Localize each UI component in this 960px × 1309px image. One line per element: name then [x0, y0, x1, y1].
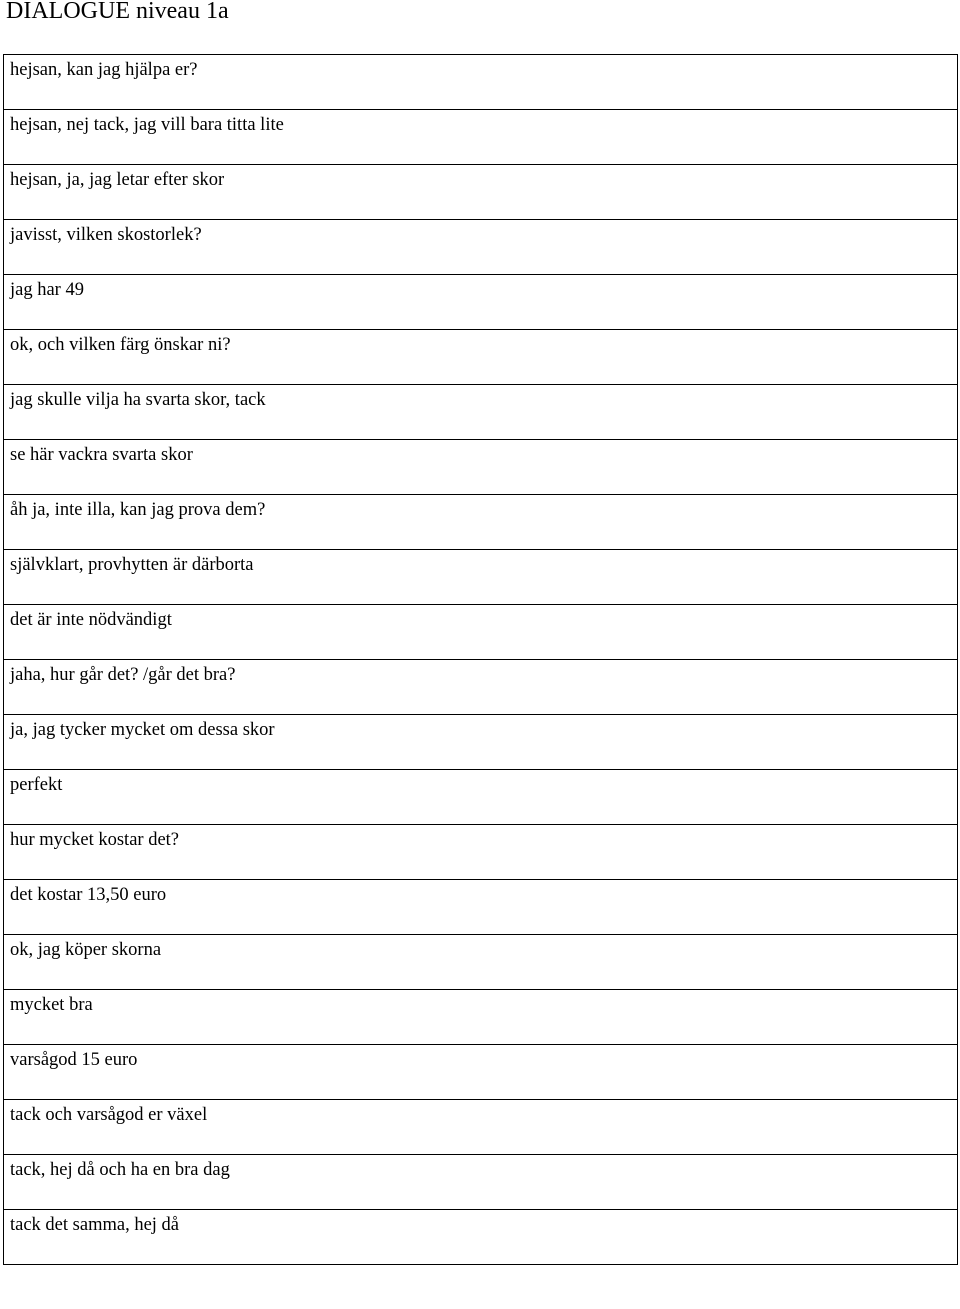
table-row — [4, 825, 958, 880]
dialogue-line: jag skulle vilja ha svarta skor, tack — [4, 385, 958, 440]
table-row — [4, 715, 958, 770]
dialogue-line: tack det samma, hej då — [4, 1210, 958, 1265]
dialogue-line: perfekt — [4, 770, 958, 825]
table-row — [4, 385, 958, 440]
dialogue-line: tack och varsågod er växel — [4, 1100, 958, 1155]
dialogue-line: självklart, provhytten är därborta — [4, 550, 958, 605]
dialogue-line: jag har 49 — [4, 275, 958, 330]
table-row — [4, 935, 958, 990]
table-row — [4, 990, 958, 1045]
dialogue-line: ok, och vilken färg önskar ni? — [4, 330, 958, 385]
table-row — [4, 495, 958, 550]
table-row — [4, 770, 958, 825]
dialogue-line: ok, jag köper skorna — [4, 935, 958, 990]
dialogue-line: det är inte nödvändigt — [4, 605, 958, 660]
table-row — [4, 1155, 958, 1210]
table-row — [4, 660, 958, 715]
dialogue-line: jaha, hur går det? /går det bra? — [4, 660, 958, 715]
dialogue-line: hejsan, ja, jag letar efter skor — [4, 165, 958, 220]
table-row — [4, 1045, 958, 1100]
dialogue-line: ja, jag tycker mycket om dessa skor — [4, 715, 958, 770]
table-row — [4, 330, 958, 385]
dialogue-line: tack, hej då och ha en bra dag — [4, 1155, 958, 1210]
dialogue-line: mycket bra — [4, 990, 958, 1045]
dialogue-line: se här vackra svarta skor — [4, 440, 958, 495]
dialogue-line: javisst, vilken skostorlek? — [4, 220, 958, 275]
table-row — [4, 165, 958, 220]
dialogue-line: hur mycket kostar det? — [4, 825, 958, 880]
table-row — [4, 55, 958, 110]
table-row — [4, 440, 958, 495]
table-row — [4, 605, 958, 660]
table-row — [4, 1210, 958, 1265]
table-row — [4, 110, 958, 165]
dialogue-line: varsågod 15 euro — [4, 1045, 958, 1100]
dialogue-line: hejsan, kan jag hjälpa er? — [4, 55, 958, 110]
dialogue-line: hejsan, nej tack, jag vill bara titta lite — [4, 110, 958, 165]
table-row — [4, 880, 958, 935]
document-title: DIALOGUE niveau 1a — [6, 0, 229, 24]
table-row — [4, 275, 958, 330]
table-row — [4, 1100, 958, 1155]
dialogue-line: det kostar 13,50 euro — [4, 880, 958, 935]
dialogue-table — [3, 54, 958, 1265]
table-row — [4, 220, 958, 275]
table-row — [4, 550, 958, 605]
dialogue-line: åh ja, inte illa, kan jag prova dem? — [4, 495, 958, 550]
